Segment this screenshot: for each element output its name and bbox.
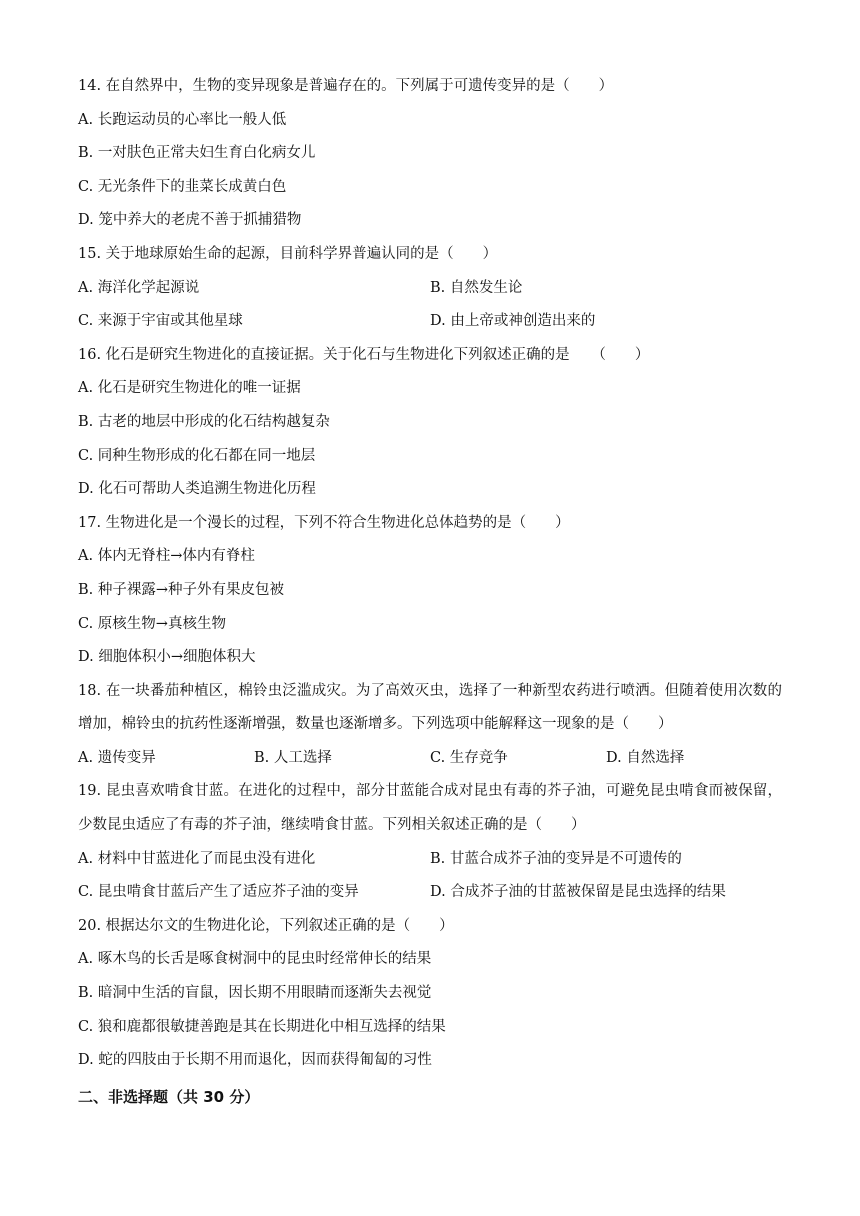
option-d: D. 合成芥子油的甘蓝被保留是昆虫选择的结果: [430, 884, 726, 901]
option-b: B. 一对肤色正常夫妇生育白化病女儿: [78, 145, 316, 162]
question-16: [78, 339, 782, 507]
options-row: [78, 742, 782, 776]
option-c: C. 狼和鹿都很敏捷善跑是其在长期进化中相互选择的结果: [78, 1018, 446, 1035]
option-d: D. 由上帝或神创造出来的: [430, 313, 596, 330]
question-stem: 20. 根据达尔文的生物进化论，下列叙述正确的是（ ）: [78, 917, 454, 934]
question-15: [78, 238, 782, 339]
question-stem: 14. 在自然界中，生物的变异现象是普遍存在的。下列属于可遗传变异的是（ ）: [78, 78, 614, 94]
exam-page: [78, 70, 782, 1114]
options-row: [78, 272, 782, 306]
option-b: B. 种子裸露→种子外有果皮包被: [78, 581, 285, 598]
options-row: [78, 305, 782, 339]
option-b: B. 暗洞中生活的盲鼠，因长期不用眼睛而逐渐失去视觉: [78, 985, 432, 1002]
section-heading: 二、非选择题（共 30 分）: [78, 1087, 260, 1106]
option-c: C. 昆虫啃食甘蓝后产生了适应芥子油的变异: [78, 884, 359, 901]
option-c: C. 无光条件下的韭菜长成黄白色: [78, 178, 287, 195]
option-d: D. 化石可帮助人类追溯生物进化历程: [78, 481, 316, 498]
option-b: B. 甘蓝合成芥子油的变异是不可遗传的: [430, 850, 682, 867]
option-d: D. 自然选择: [606, 749, 685, 766]
option-c: C. 原核生物→真核生物: [78, 615, 226, 632]
question-19: [78, 775, 782, 909]
option-c: C. 来源于宇宙或其他星球: [78, 313, 243, 330]
option-c: C. 同种生物形成的化石都在同一地层: [78, 447, 316, 464]
options-row: [78, 843, 782, 877]
option-d: D. 细胞体积小→细胞体积大: [78, 649, 256, 666]
option-b: B. 人工选择: [254, 749, 332, 766]
option-a: A. 长跑运动员的心率比一般人低: [78, 111, 287, 128]
question-stem: 18. 在一块番茄种植区，棉铃虫泛滥成灾。为了高效灭虫，选择了一种新型农药进行喷洒。但随着使用次数的增加，棉铃虫的抗药性逐渐增强，数量也逐渐增多。下列选项中能解释这一现象的是（ ）: [78, 682, 782, 733]
option-a: A. 啄木鸟的长舌是啄食树洞中的昆虫时经常伸长的结果: [78, 951, 432, 968]
question-20: [78, 910, 782, 1078]
option-a: A. 材料中甘蓝进化了而昆虫没有进化: [78, 850, 316, 867]
option-a: A. 遗传变异: [78, 749, 156, 766]
option-a: A. 化石是研究生物进化的唯一证据: [78, 380, 301, 397]
option-d: D. 蛇的四肢由于长期不用而退化，因而获得匍匐的习性: [78, 1052, 432, 1069]
question-stem: 15. 关于地球原始生命的起源，目前科学界普遍认同的是（ ）: [78, 245, 498, 262]
option-a: A. 海洋化学起源说: [78, 279, 200, 296]
question-14: [78, 70, 782, 238]
question-stem: 16. 化石是研究生物进化的直接证据。关于化石与生物进化下列叙述正确的是 （ ）: [78, 346, 650, 363]
option-c: C. 生存竞争: [430, 749, 508, 766]
question-18: [78, 675, 782, 776]
option-a: A. 体内无脊柱→体内有脊柱: [78, 548, 255, 565]
option-b: B. 自然发生论: [430, 279, 523, 296]
option-b: B. 古老的地层中形成的化石结构越复杂: [78, 413, 330, 430]
question-17: [78, 507, 782, 675]
question-stem: 17. 生物进化是一个漫长的过程，下列不符合生物进化总体趋势的是（ ）: [78, 514, 570, 531]
option-d: D. 笼中养大的老虎不善于抓捕猎物: [78, 212, 302, 229]
options-row: [78, 876, 782, 910]
question-stem: 19. 昆虫喜欢啃食甘蓝。在进化的过程中，部分甘蓝能合成对昆虫有毒的芥子油，可避免昆虫啃食而被保留，少数昆虫适应了有毒的芥子油，继续啃食甘蓝。下列相关叙述正确的是（ ）: [78, 783, 782, 834]
